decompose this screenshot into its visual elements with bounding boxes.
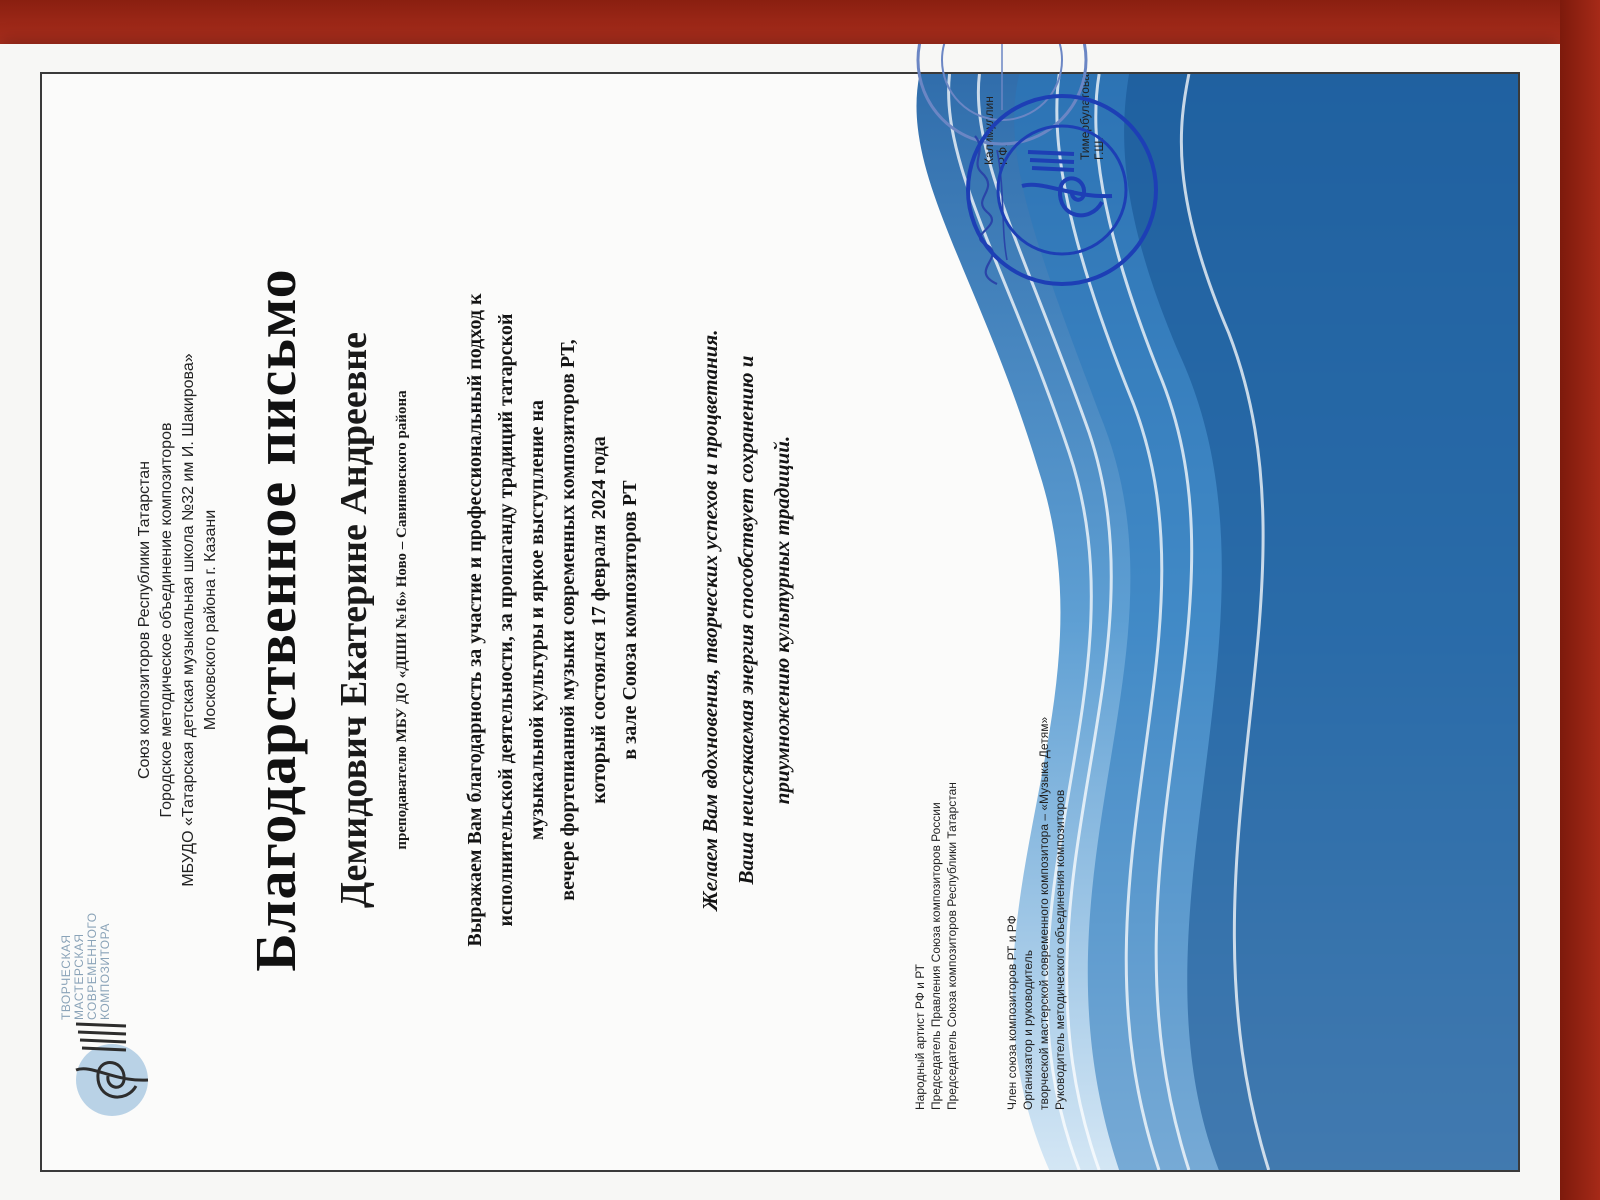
signatory-title-line: Народный артист РФ и РТ	[913, 964, 927, 1110]
wishes-line: Желаем Вам вдохновения, творческих успехов и процветания.	[698, 329, 722, 911]
body-line: музыкальной культуры и яркое выступление на	[526, 399, 548, 841]
recipient-name: Демидович Екатерине Андреевне	[333, 331, 375, 909]
wishes-line: Ваша неиссякаемая энергия способствует сохранению и	[734, 355, 758, 885]
header-line: МБУДО «Татарская детская музыкальная школа №32 им И. Шакирова»	[180, 353, 197, 887]
signatory-title-line: Председатель Правления Союза композиторов России	[929, 802, 943, 1110]
body-line: который состоялся 17 февраля 2024 года	[588, 436, 610, 804]
logo-caption	[60, 900, 112, 1020]
logo-line: МАСТЕРСКАЯ	[72, 933, 86, 1020]
wishes-text	[692, 130, 800, 1110]
signatory-2-titles	[1004, 350, 1068, 1110]
organization-header	[134, 150, 222, 1090]
body-line: вечере фортепианной музыки современных композиторов РТ,	[557, 339, 579, 901]
folder-right-edge	[1560, 0, 1600, 1200]
logo-line: СОВРЕМЕННОГО	[85, 912, 99, 1020]
logo-line: КОМПОЗИТОРА	[98, 923, 112, 1020]
certificate-sheet	[0, 44, 1560, 1200]
signatory-title-line: Член союза композиторов РТ и РФ	[1005, 915, 1019, 1110]
gratitude-text	[460, 130, 646, 1110]
document-title: Благодарственное письмо	[243, 268, 308, 972]
logo-line: ТВОРЧЕСКАЯ	[59, 934, 73, 1020]
header-line: Московского района г. Казани	[202, 509, 219, 731]
recipient-position: преподавателю МБУ ДО «ДШИ №16» Ново – Савиновского района	[394, 390, 410, 850]
body-line: в зале Союза композиторов РТ	[619, 480, 641, 760]
signatory-2-name: Тимербулатова Г.Ш.	[1078, 74, 1106, 160]
signatory-title-line: творческой мастерской современного композитора – «Музыка Детям»	[1037, 716, 1051, 1110]
workshop-stamp-icon	[962, 90, 1162, 290]
body-line: Выражаем Вам благодарность за участие и профессиональный подход к	[464, 293, 486, 947]
body-line: исполнительской деятельности, за пропаганду традиций татарской	[495, 313, 517, 927]
certificate-page	[40, 72, 1520, 1172]
header-line: Союз композиторов Республики Татарстан	[136, 461, 153, 779]
signatory-title-line: Организатор и руководитель	[1021, 950, 1035, 1110]
signatory-title-line: Председатель Союза композиторов Республики Татарстан	[945, 782, 959, 1110]
signatory-title-line: Руководитель методического объединения композиторов	[1053, 789, 1067, 1110]
header-line: Городское методическое объединение композиторов	[158, 422, 175, 818]
wishes-line: приумножению культурных традиций.	[770, 435, 794, 805]
signatory-1-titles	[912, 550, 960, 1110]
signatory-1-name: Калимуллин Р.Ф.	[982, 96, 1010, 165]
